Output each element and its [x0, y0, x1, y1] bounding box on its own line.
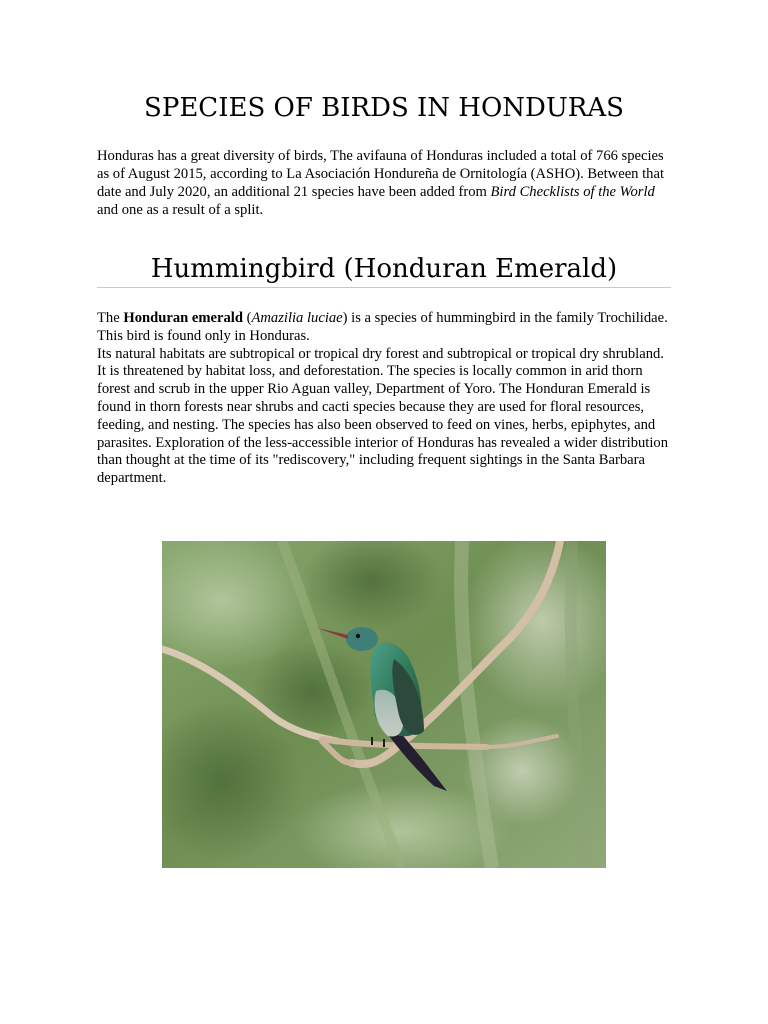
intro-paragraph [97, 147, 671, 219]
species-scientific-name: Amazilia luciae [251, 310, 343, 326]
checklist-source-title: Bird Checklists of the World [490, 184, 655, 200]
hummingbird-on-branch-icon [162, 541, 606, 868]
endemic-paragraph: This bird is found only in Honduras. [97, 327, 310, 344]
section-heading: Hummingbird (Honduran Emerald) [97, 252, 671, 288]
habitat-paragraph: Its natural habitats are subtropical or tropical dry forest and subtropical or tropical dry shrubland. [97, 345, 664, 362]
species-description-paragraph [97, 310, 671, 328]
species-paren-open: ( [242, 310, 252, 326]
intro-text-end: and one as a result of a split. [97, 202, 264, 218]
threats-paragraph: It is threatened by habitat loss, and deforestation. The species is locally common in arid thorn forest and scrub in the upper Rio Aguan valley, Department of Yoro. The Honduran Emerald is found in thorn forests near shrubs and cacti species because they are used for floral resources, feeding, and nesting. The species has also been observed to feed on vines, herbs, epiphytes, and parasites. Exploration of the less-accessible interior of Honduras has revealed a wider distribution than thought at the time of its "rediscovery," including frequent sightings in the Santa Barbara department. [97, 363, 669, 487]
section-body [97, 310, 671, 488]
hummingbird-photo [162, 541, 606, 868]
species-common-name: Honduran emerald [123, 310, 243, 326]
document-title: SPECIES OF BIRDS IN HONDURAS [144, 93, 624, 123]
species-lead-text: The [97, 310, 124, 326]
intro-text-start: Honduras has a great diversity of birds, The avifauna of Honduras included a total of 766 species as of August 2015, according to La Asociación Hondureña de Ornitología (ASHO). Between that date and July 2020, an additional 21 species have been added from [97, 148, 664, 200]
species-family-text: ) is a species of hummingbird in the family Trochilidae. [342, 310, 668, 326]
